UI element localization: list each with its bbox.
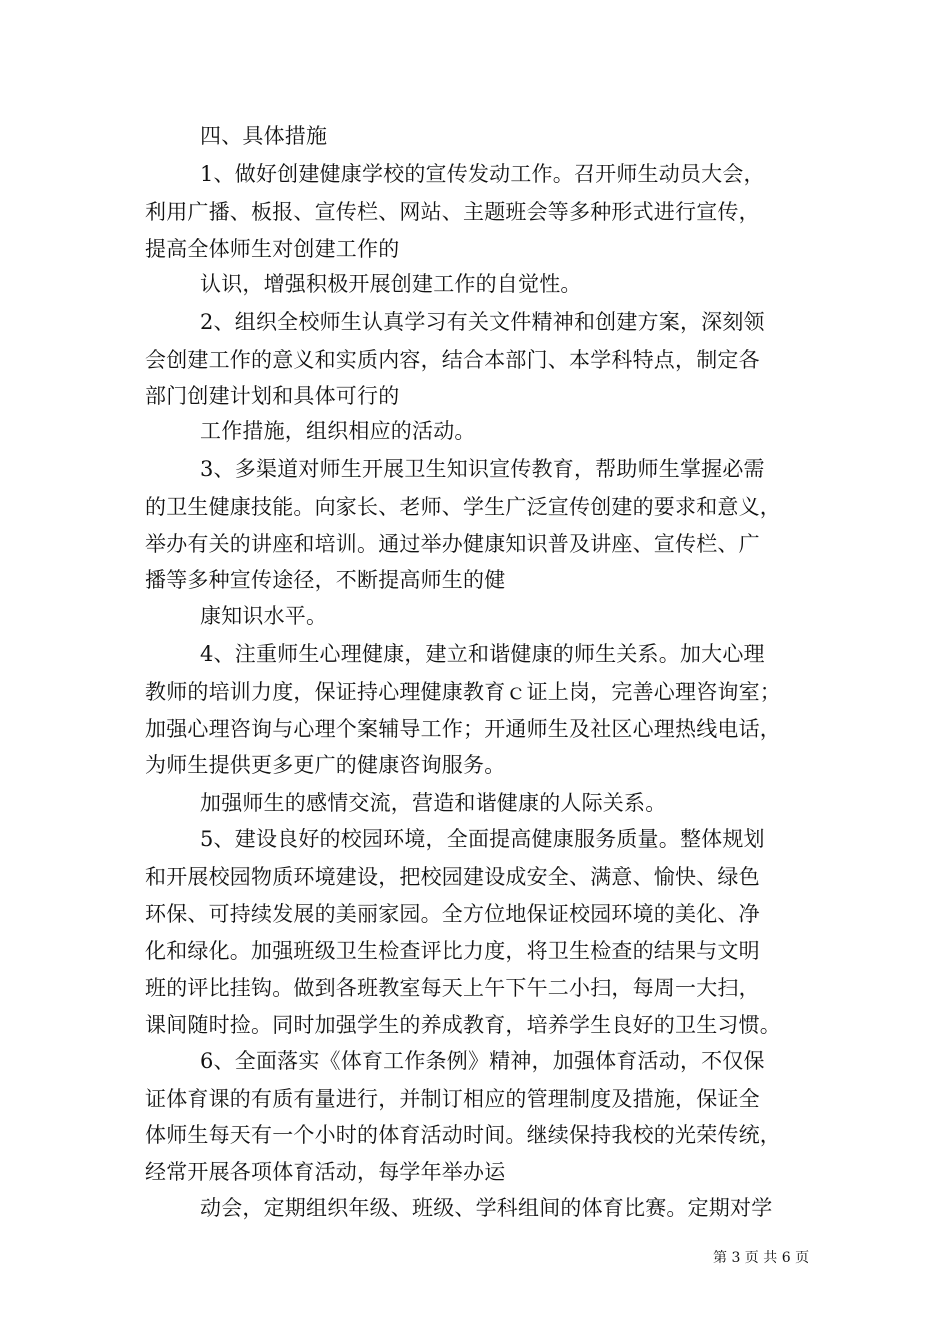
text-line: 部门创建计划和具体可行的 [145,384,400,408]
section-heading: 四、具体措施 [200,124,328,148]
text-line: 5、建设良好的校园环境，全面提高健康服务质量。整体规划 [200,827,765,851]
text-line: 利用广播、板报、宣传栏、网站、主题班会等多种形式进行宣传， [145,200,760,224]
text-line: 工作措施，组织相应的活动。 [200,419,476,443]
text-line: 举办有关的讲座和培训。通过举办健康知识普及讲座、宣传栏、广 [145,532,760,556]
text-line: 3、多渠道对师生开展卫生知识宣传教育，帮助师生掌握必需 [200,457,765,481]
text-line: 加强心理咨询与心理个案辅导工作；开通师生及社区心理热线电话， [145,717,781,741]
text-line: 4、注重师生心理健康，建立和谐健康的师生关系。加大心理 [200,642,765,666]
text-line: 和开展校园物质环境建设，把校园建设成安全、满意、愉快、绿色 [145,865,760,889]
text-line: 动会，定期组织年级、班级、学科组间的体育比赛。定期对学 [200,1196,773,1220]
text-line: 化和绿化。加强班级卫生检查评比力度，将卫生检查的结果与文明 [145,939,760,963]
text-line: 1、做好创建健康学校的宣传发动工作。召开师生动员大会， [200,162,765,186]
text-line: 课间随时捡。同时加强学生的养成教育，培养学生良好的卫生习惯。 [145,1013,781,1037]
text-line: 班的评比挂钩。做到各班教室每天上午下午二小扫，每周一大扫， [145,976,760,1000]
text-line: 教师的培训力度，保证持心理健康教育ｃ证上岗，完善心理咨询室； [145,680,781,704]
text-line: 会创建工作的意义和实质内容，结合本部门、本学科特点，制定各 [145,348,760,372]
page-number: 第 3 页 共 6 页 [713,1250,810,1266]
text-line: 康知识水平。 [200,604,328,628]
text-line: 认识，增强积极开展创建工作的自觉性。 [200,272,582,296]
text-line: 播等多种宣传途径，不断提高师生的健 [145,568,506,592]
text-line: 环保、可持续发展的美丽家园。全方位地保证校园环境的美化、净 [145,902,760,926]
text-line: 经常开展各项体育活动，每学年举办运 [145,1160,506,1184]
text-line: 加强师生的感情交流，营造和谐健康的人际关系。 [200,791,667,815]
text-line: 为师生提供更多更广的健康咨询服务。 [145,753,506,777]
text-line: 证体育课的有质有量进行，并制订相应的管理制度及措施，保证全 [145,1087,760,1111]
text-line: 6、全面落实《体育工作条例》精神，加强体育活动，不仅保 [200,1049,765,1073]
text-line: 2、组织全校师生认真学习有关文件精神和创建方案，深刻领 [200,310,765,334]
text-line: 的卫生健康技能。向家长、老师、学生广泛宣传创建的要求和意义， [145,495,781,519]
text-line: 提高全体师生对创建工作的 [145,237,400,261]
text-line: 体师生每天有一个小时的体育活动时间。继续保持我校的光荣传统， [145,1123,781,1147]
